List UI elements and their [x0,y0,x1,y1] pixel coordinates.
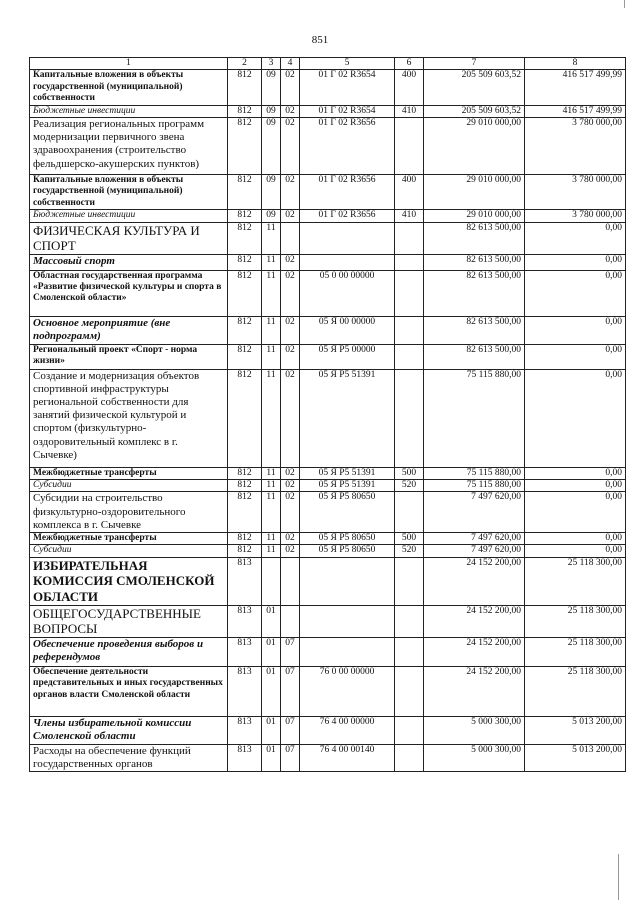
target-article-cell: 01 Г 02 R3656 [300,174,395,209]
section-code-cell: 01 [262,605,281,637]
amount-year-2-cell: 25 118 300,00 [525,637,626,666]
table-row [30,105,626,117]
target-article-cell: 05 Я P5 00000 [300,344,395,369]
target-article-cell: 05 Я P5 80650 [300,545,395,557]
expense-type-cell [395,344,424,369]
scan-mark [618,854,619,900]
col-header-section: 3 [262,58,281,70]
subsection-code-cell: 02 [281,533,300,545]
col-header-amount-year-1: 7 [424,58,525,70]
amount-year-2-cell: 0,00 [525,467,626,479]
section-code-cell: 11 [262,270,281,316]
section-code-cell: 09 [262,210,281,222]
amount-year-1-cell: 75 115 880,00 [424,369,525,467]
amount-year-2-cell: 0,00 [525,369,626,467]
table-row [30,545,626,557]
target-article-cell [300,222,395,254]
subsection-code-cell [281,222,300,254]
ministry-code-cell: 812 [228,117,262,174]
section-code-cell: 11 [262,467,281,479]
section-code-cell: 09 [262,174,281,209]
col-header-subsection: 4 [281,58,300,70]
amount-year-2-cell: 416 517 499,99 [525,70,626,105]
subsection-code-cell: 02 [281,316,300,344]
section-code-cell: 11 [262,369,281,467]
table-row [30,467,626,479]
section-code-cell: 11 [262,254,281,270]
row-name-cell: Члены избирательной комиссии Смоленской области [30,716,228,744]
amount-year-1-cell: 7 497 620,00 [424,545,525,557]
amount-year-1-cell: 29 010 000,00 [424,210,525,222]
ministry-code-cell: 812 [228,492,262,533]
ministry-code-cell: 813 [228,605,262,637]
row-name-cell: Межбюджетные трансферты [30,467,228,479]
table-row [30,716,626,744]
ministry-code-cell: 812 [228,467,262,479]
amount-year-1-cell: 82 613 500,00 [424,316,525,344]
subsection-code-cell: 02 [281,210,300,222]
section-code-cell: 01 [262,744,281,771]
amount-year-1-cell: 24 152 200,00 [424,557,525,605]
subsection-code-cell: 02 [281,105,300,117]
target-article-cell: 76 0 00 00000 [300,666,395,716]
expense-type-cell: 400 [395,70,424,105]
target-article-cell [300,637,395,666]
table-row [30,480,626,492]
amount-year-1-cell: 24 152 200,00 [424,666,525,716]
table-row [30,533,626,545]
amount-year-1-cell: 82 613 500,00 [424,270,525,316]
subsection-code-cell: 07 [281,637,300,666]
subsection-code-cell: 02 [281,545,300,557]
expense-type-cell [395,605,424,637]
amount-year-1-cell: 24 152 200,00 [424,605,525,637]
row-name-cell: Массовый спорт [30,254,228,270]
table-row [30,369,626,467]
target-article-cell: 05 Я P5 51391 [300,480,395,492]
ministry-code-cell: 813 [228,744,262,771]
table-row [30,316,626,344]
amount-year-2-cell: 3 780 000,00 [525,210,626,222]
table-row [30,222,626,254]
ministry-code-cell: 813 [228,637,262,666]
expense-type-cell: 500 [395,467,424,479]
page-number: 851 [311,34,329,46]
row-name-cell: Субсидии на строительство физкультурно-оздоровительного комплекса в г. Сычевке [30,492,228,533]
amount-year-1-cell: 29 010 000,00 [424,174,525,209]
target-article-cell: 05 Я 00 00000 [300,316,395,344]
row-name-cell: Бюджетные инвестиции [30,105,228,117]
section-code-cell: 11 [262,545,281,557]
expense-type-cell: 520 [395,480,424,492]
target-article-cell: 76 4 00 00000 [300,716,395,744]
expense-type-cell [395,270,424,316]
subsection-code-cell: 02 [281,254,300,270]
section-code-cell: 09 [262,105,281,117]
amount-year-2-cell: 25 118 300,00 [525,666,626,716]
col-header-name: 1 [30,58,228,70]
row-name-cell: Основное мероприятие (вне подпрограмм) [30,316,228,344]
amount-year-2-cell: 0,00 [525,344,626,369]
target-article-cell [300,254,395,270]
expense-type-cell: 400 [395,174,424,209]
table-row [30,605,626,637]
expense-type-cell [395,637,424,666]
ministry-code-cell: 812 [228,222,262,254]
ministry-code-cell: 813 [228,666,262,716]
section-code-cell: 09 [262,70,281,105]
target-article-cell [300,557,395,605]
amount-year-2-cell: 3 780 000,00 [525,174,626,209]
ministry-code-cell: 812 [228,480,262,492]
ministry-code-cell: 812 [228,105,262,117]
table-row [30,744,626,771]
subsection-code-cell: 02 [281,344,300,369]
row-name-cell: Бюджетные инвестиции [30,210,228,222]
row-name-cell: Межбюджетные трансферты [30,533,228,545]
ministry-code-cell: 812 [228,70,262,105]
section-code-cell: 09 [262,117,281,174]
amount-year-1-cell: 29 010 000,00 [424,117,525,174]
amount-year-1-cell: 82 613 500,00 [424,344,525,369]
section-code-cell: 11 [262,480,281,492]
amount-year-1-cell: 7 497 620,00 [424,492,525,533]
amount-year-1-cell: 205 509 603,52 [424,105,525,117]
row-name-cell: Обеспечение деятельности представительных и иных государственных органов власти Смоленской области [30,666,228,716]
expense-type-cell [395,716,424,744]
amount-year-2-cell: 0,00 [525,254,626,270]
target-article-cell: 05 Я P5 80650 [300,533,395,545]
amount-year-1-cell: 205 509 603,52 [424,70,525,105]
col-header-target-article: 5 [300,58,395,70]
budget-table [29,57,626,772]
amount-year-2-cell: 0,00 [525,222,626,254]
amount-year-1-cell: 7 497 620,00 [424,533,525,545]
amount-year-2-cell: 0,00 [525,533,626,545]
table-body [30,70,626,772]
ministry-code-cell: 812 [228,254,262,270]
ministry-code-cell: 813 [228,716,262,744]
amount-year-2-cell: 25 118 300,00 [525,605,626,637]
amount-year-2-cell: 5 013 200,00 [525,744,626,771]
amount-year-1-cell: 82 613 500,00 [424,222,525,254]
col-header-expense-type: 6 [395,58,424,70]
target-article-cell: 01 Г 02 R3656 [300,117,395,174]
row-name-cell: ИЗБИРАТЕЛЬНАЯ КОМИССИЯ СМОЛЕНСКОЙ ОБЛАСТИ [30,557,228,605]
expense-type-cell: 520 [395,545,424,557]
target-article-cell: 05 Я P5 80650 [300,492,395,533]
section-code-cell: 11 [262,316,281,344]
amount-year-2-cell: 3 780 000,00 [525,117,626,174]
amount-year-2-cell: 0,00 [525,492,626,533]
scan-mark [624,0,625,8]
target-article-cell: 01 Г 02 R3654 [300,105,395,117]
amount-year-1-cell: 75 115 880,00 [424,467,525,479]
row-name-cell: Областная государственная программа «Развитие физической культуры и спорта в Смоленской области» [30,270,228,316]
row-name-cell: Расходы на обеспечение функций государственных органов [30,744,228,771]
row-name-cell: Обеспечение проведения выборов и референдумов [30,637,228,666]
target-article-cell: 05 Я P5 51391 [300,467,395,479]
header-row [30,58,626,70]
table-row [30,70,626,105]
amount-year-2-cell: 0,00 [525,480,626,492]
amount-year-2-cell: 25 118 300,00 [525,557,626,605]
amount-year-2-cell: 0,00 [525,270,626,316]
table-row [30,254,626,270]
subsection-code-cell: 02 [281,174,300,209]
subsection-code-cell [281,557,300,605]
section-code-cell: 01 [262,666,281,716]
subsection-code-cell: 02 [281,480,300,492]
row-name-cell: Капитальные вложения в объекты государственной (муниципальной) собственности [30,174,228,209]
ministry-code-cell: 812 [228,545,262,557]
subsection-code-cell: 02 [281,492,300,533]
amount-year-2-cell: 416 517 499,99 [525,105,626,117]
amount-year-2-cell: 0,00 [525,316,626,344]
row-name-cell: Создание и модернизация объектов спортивной инфраструктуры региональной собственности для занятий физической культурой и спортом (физкультурно-оздоровительный комплекс в г. Сычевке) [30,369,228,467]
table-row [30,174,626,209]
ministry-code-cell: 812 [228,270,262,316]
section-code-cell: 01 [262,716,281,744]
subsection-code-cell: 02 [281,369,300,467]
subsection-code-cell: 07 [281,716,300,744]
table-row [30,210,626,222]
ministry-code-cell: 812 [228,344,262,369]
target-article-cell: 01 Г 02 R3656 [300,210,395,222]
row-name-cell: Капитальные вложения в объекты государственной (муниципальной) собственности [30,70,228,105]
subsection-code-cell [281,605,300,637]
expense-type-cell [395,557,424,605]
row-name-cell: Субсидии [30,480,228,492]
expense-type-cell: 410 [395,105,424,117]
col-header-ministry: 2 [228,58,262,70]
table-row [30,492,626,533]
amount-year-1-cell: 5 000 300,00 [424,744,525,771]
ministry-code-cell: 813 [228,557,262,605]
table-row [30,666,626,716]
expense-type-cell [395,744,424,771]
amount-year-2-cell: 5 013 200,00 [525,716,626,744]
target-article-cell [300,605,395,637]
row-name-cell: Региональный проект «Спорт - норма жизни» [30,344,228,369]
expense-type-cell [395,222,424,254]
row-name-cell: Субсидии [30,545,228,557]
expense-type-cell [395,369,424,467]
amount-year-2-cell: 0,00 [525,545,626,557]
table-row [30,117,626,174]
section-code-cell: 11 [262,344,281,369]
amount-year-1-cell: 24 152 200,00 [424,637,525,666]
ministry-code-cell: 812 [228,210,262,222]
target-article-cell: 05 Я P5 51391 [300,369,395,467]
subsection-code-cell: 02 [281,117,300,174]
expense-type-cell [395,316,424,344]
table-row [30,637,626,666]
amount-year-1-cell: 82 613 500,00 [424,254,525,270]
ministry-code-cell: 812 [228,369,262,467]
col-header-amount-year-2: 8 [525,58,626,70]
table-row [30,557,626,605]
subsection-code-cell: 02 [281,70,300,105]
ministry-code-cell: 812 [228,316,262,344]
row-name-cell: ОБЩЕГОСУДАРСТВЕННЫЕ ВОПРОСЫ [30,605,228,637]
target-article-cell: 76 4 00 00140 [300,744,395,771]
section-code-cell: 11 [262,222,281,254]
table-row [30,270,626,316]
expense-type-cell: 500 [395,533,424,545]
amount-year-1-cell: 75 115 880,00 [424,480,525,492]
expense-type-cell [395,492,424,533]
section-code-cell: 11 [262,533,281,545]
expense-type-cell [395,666,424,716]
ministry-code-cell: 812 [228,533,262,545]
expense-type-cell [395,254,424,270]
subsection-code-cell: 07 [281,744,300,771]
expense-type-cell [395,117,424,174]
subsection-code-cell: 07 [281,666,300,716]
table-row [30,344,626,369]
subsection-code-cell: 02 [281,270,300,316]
subsection-code-cell: 02 [281,467,300,479]
amount-year-1-cell: 5 000 300,00 [424,716,525,744]
target-article-cell: 05 0 00 00000 [300,270,395,316]
row-name-cell: ФИЗИЧЕСКАЯ КУЛЬТУРА И СПОРТ [30,222,228,254]
section-code-cell [262,557,281,605]
section-code-cell: 11 [262,492,281,533]
ministry-code-cell: 812 [228,174,262,209]
target-article-cell: 01 Г 02 R3654 [300,70,395,105]
section-code-cell: 01 [262,637,281,666]
row-name-cell: Реализация региональных программ модернизации первичного звена здравоохранения (строительство фельдшерско-акушерских пунктов) [30,117,228,174]
expense-type-cell: 410 [395,210,424,222]
